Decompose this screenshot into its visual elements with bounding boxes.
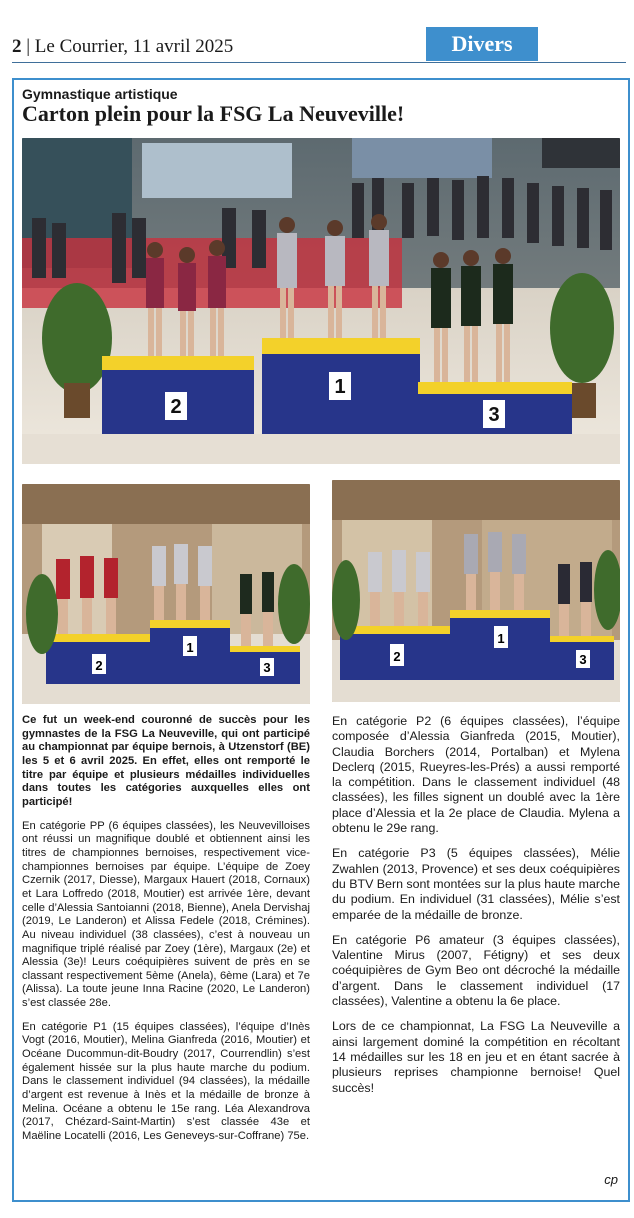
text-column-right xyxy=(332,714,620,1106)
page-number: 2 xyxy=(12,36,22,57)
podium-right-number-1: 1 xyxy=(497,631,505,646)
page-header xyxy=(0,0,634,68)
podium-right-number-3: 3 xyxy=(579,652,587,667)
podium-left-number-3: 3 xyxy=(263,660,271,675)
article-title: Carton plein pour la FSG La Neuveville! xyxy=(22,101,405,126)
article-lead: Ce fut un week-end couronné de succès pour les gymnastes de la FSG La Neuveville, qui ont participé au championnat par équipe bernois, à Utzenstorf (BE) les 5 et 6 avril 2025. En effet, elles ont remporté le titre par équipe et plusieurs médailles individuelles dans toutes les catégories auxquelles elles ont participé! xyxy=(22,714,310,808)
author-signature: cp xyxy=(604,1172,618,1187)
podium-photo-right xyxy=(332,480,620,702)
podium-right-number-2: 2 xyxy=(393,649,401,664)
paragraph-pp: En catégorie PP (6 équipes classées), les Neuvevilloises ont réussi un magnifique doublé et obtiennent ainsi les titres de championnes bernoises, respectivement vice-championnes bernoises par équipe. L’équipe de Zoey Czernik (2017, Diesse), Margaux Hauert (2018, Cornaux) et Lara Loffredo (2018, Moutier) est arrivée 1ère, devant celle d’Alessia Santoianni (2018, Bienne), Anela Dervishaj (2019, Le Landeron) et Alissa Fedele (2018, Crémines). Au niveau individuel (38 classées), c’est à nouveau un magnifique triplé réalisé par Zoey (1ère), Margaux (2e) et Alessia (3e)! Leurs coéquipières suivent de près en se classant respectivement 5ème (Anela), 6ème (Lara) et 7e (Alissa). La toute jeune Inna Racine (2020, Le Landeron) s’est classée 28e. xyxy=(22,819,310,1010)
publication-date: | Le Courrier, 11 avril 2025 xyxy=(26,36,234,57)
paragraph-p6: En catégorie P6 amateur (3 équipes classées), Valentine Mirus (2007, Fétigny) et ses deux coéquipières de Gym Beo ont décroché la médaille d’argent. Dans le classement individuel (17 classées), Valentine a obtenu la 6e place. xyxy=(332,932,620,1009)
podium-number-1: 1 xyxy=(334,376,346,398)
paragraph-conclusion: Lors de ce championnat, La FSG La Neuveville a ainsi largement dominé la compétition en récoltant 14 médailles sur les 18 en jeu et en étant sacrée à plusieurs reprises championne bernoise! Quel succès! xyxy=(332,1019,620,1095)
paragraph-p2: En catégorie P2 (6 équipes classées), l’équipe composée d’Alessia Gianfreda (2015, Moutier), Claudia Borchers (2014, Portalban) et Mylena Declerq (2015, Rueyres-les-Prés) a aussi remporté la compétition. Dans le classement individuel (48 classées), les filles signent un doublé avec la 1ère place d’Alessia et la 2e place de Claudia. Mylena a obtenu le 29e rang. xyxy=(332,714,620,836)
podium-photo-left xyxy=(22,484,310,704)
main-podium-photo xyxy=(22,138,620,464)
podium-left-number-2: 2 xyxy=(95,658,103,673)
article-kicker: Gymnastique artistique xyxy=(22,86,178,102)
header-rule xyxy=(12,62,626,63)
podium-number-2: 2 xyxy=(170,396,182,418)
podium-number-3: 3 xyxy=(488,404,500,426)
paragraph-p3: En catégorie P3 (5 équipes classées), Mélie Zwahlen (2013, Provence) et ses deux coéquipières du BTV Bern sont montées sur la plus haute marche du podium. En individuel (31 classées), Mélie s’est emparée de la médaille de bronze. xyxy=(332,846,620,922)
podium-left-number-1: 1 xyxy=(186,640,194,655)
text-column-left xyxy=(22,714,310,1154)
page-number-line xyxy=(12,36,233,58)
section-label: Divers xyxy=(426,27,538,61)
paragraph-p1: En catégorie P1 (15 équipes classées), l’équipe d’Inès Vogt (2016, Moutier), Melina Gianfreda (2016, Moutier) et Océane Ducommun-dit-Boudry (2017, Courrendlin) s’est également hissée sur la plus haute marche du podium. Dans le classement individuel (94 classées), la médaille d’argent est revenue à Inès et la médaille de bronze à Melina. Océane a obtenu le 15e rang. Léa Alexandrova (2017, Chézard-Saint-Martin) s’est classée 43e et Maëline Locatelli (2016, Les Geneveys-sur-Coffrane) 75e. xyxy=(22,1020,310,1143)
